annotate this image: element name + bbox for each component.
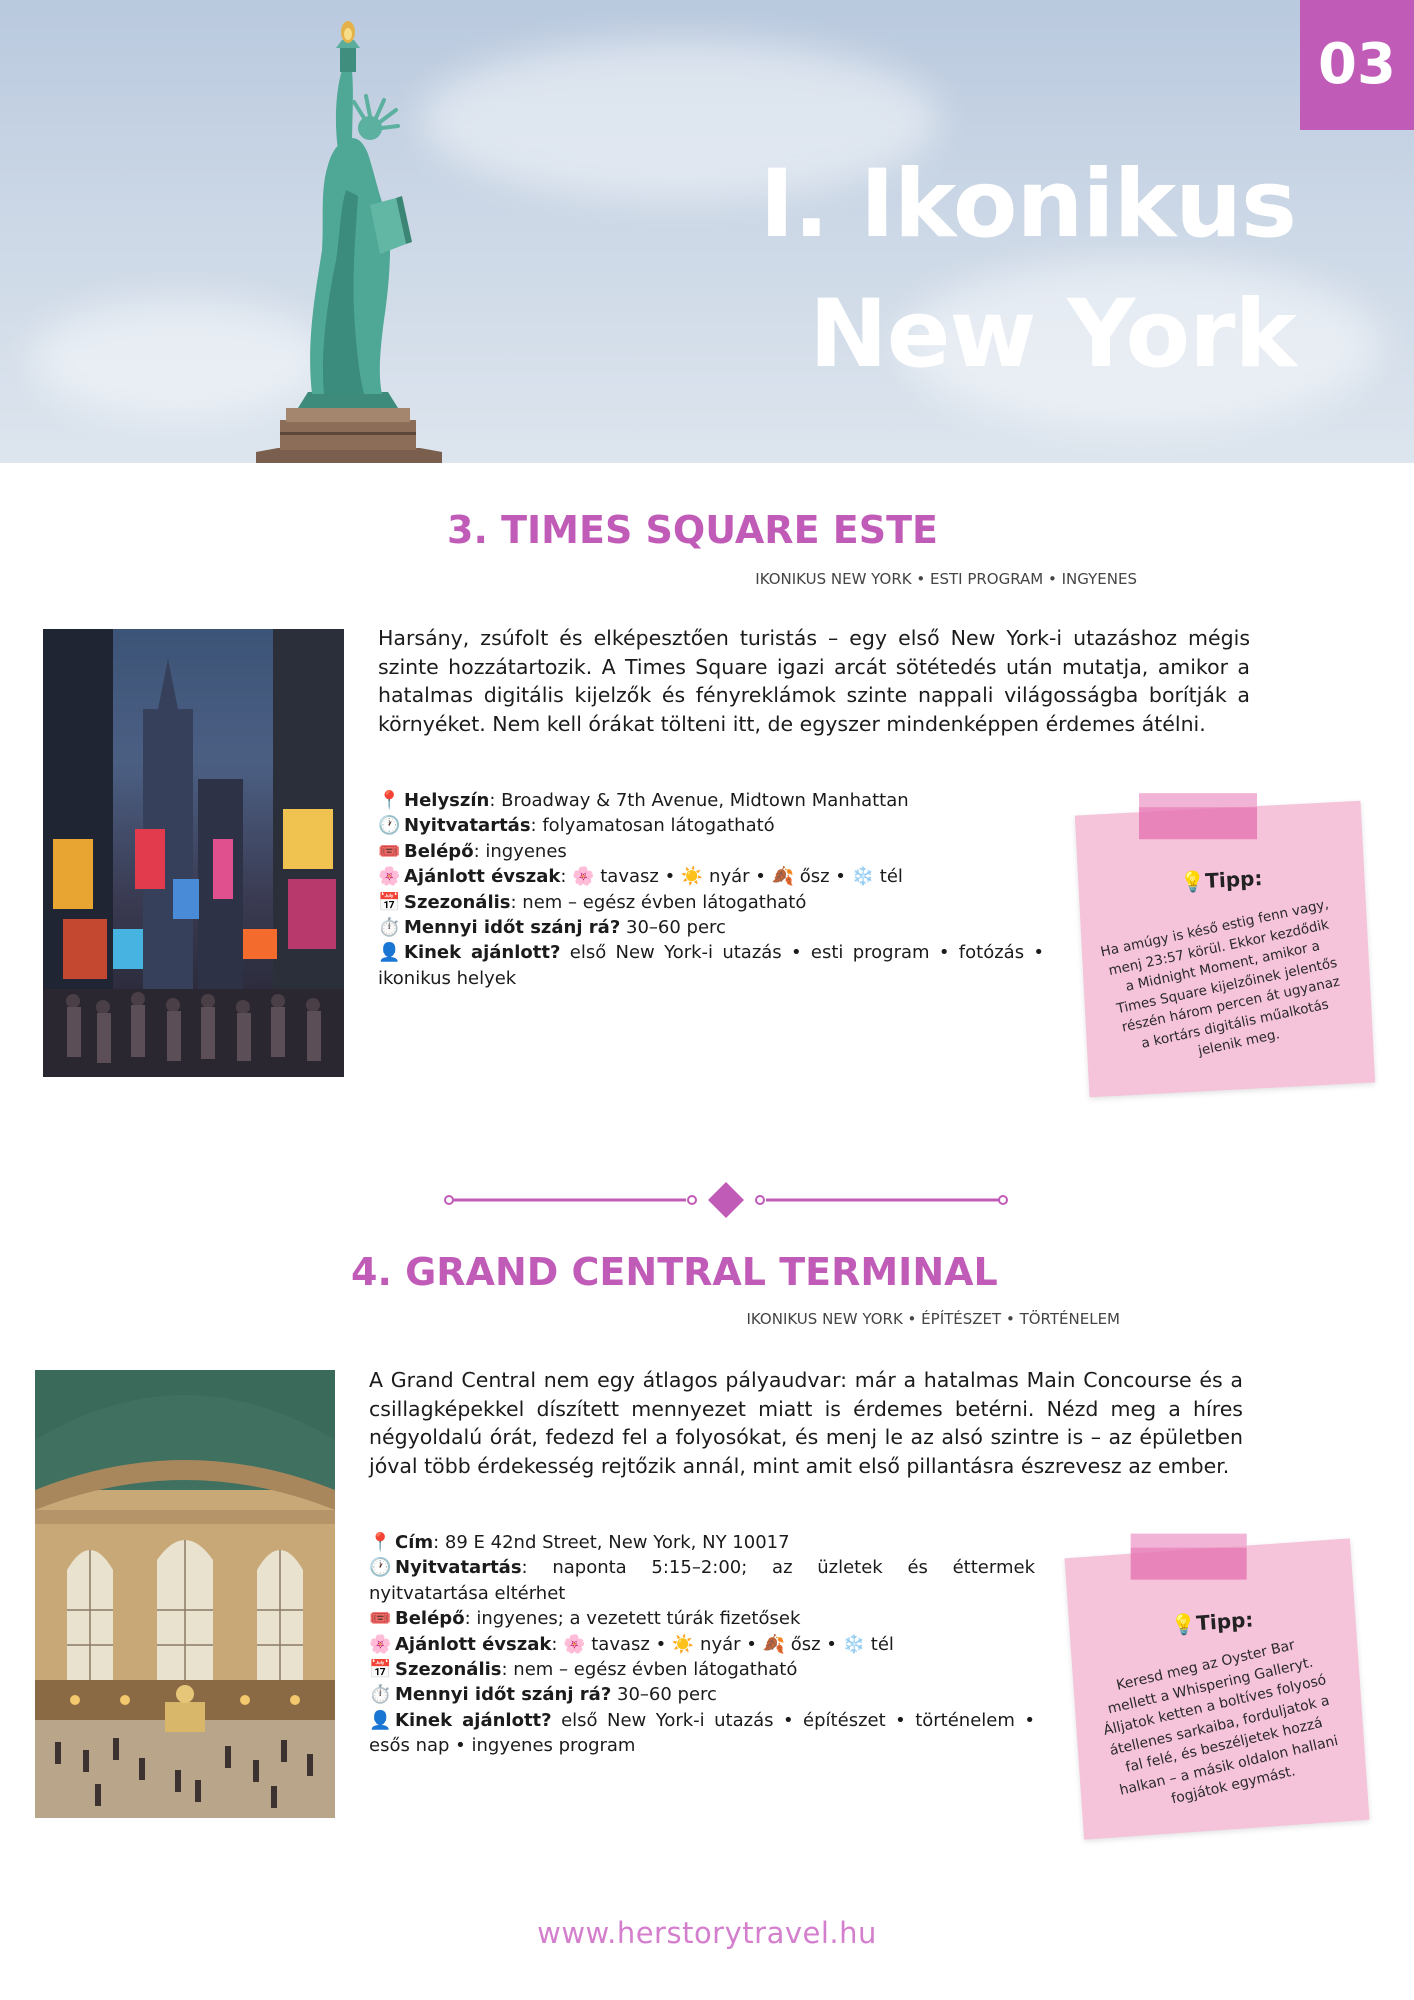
blossom-icon: 🌸 xyxy=(378,866,401,888)
fact-audience: 👤 Kinek ajánlott? első New York-i utazás • esti program • fotózás • ikonikus helyek xyxy=(378,942,1044,989)
pin-icon: 📍 xyxy=(378,790,401,811)
stopwatch-icon: ⏱️ xyxy=(378,917,401,939)
grand-central-facts xyxy=(369,1530,1035,1759)
fact-seasons: 🌸 Ajánlott évszak: 🌸 tavasz • ☀️ nyár • 🍂 ősz • ❄️ tél xyxy=(378,864,1044,889)
hero-banner xyxy=(0,0,1414,463)
times-square-photo-art xyxy=(43,629,344,1077)
page-number-badge: 03 xyxy=(1300,0,1414,130)
grand-central-photo xyxy=(35,1370,335,1818)
fact-seasonal: 📅 Szezonális: nem – egész évben látogatható xyxy=(378,890,1044,915)
section-title-times-square: 3. TIMES SQUARE ESTE xyxy=(447,508,938,552)
calendar-icon: 📅 xyxy=(378,891,401,913)
calendar-icon: 📅 xyxy=(369,1659,392,1681)
fact-duration: ⏱️ Mennyi időt szánj rá? 30–60 perc xyxy=(378,915,1044,940)
stopwatch-icon: ⏱️ xyxy=(369,1684,392,1706)
tip-heading: 💡Tipp: xyxy=(1179,865,1263,895)
tape-decoration xyxy=(1131,1534,1247,1580)
person-icon: 👤 xyxy=(378,942,401,964)
fact-location: 📍 Helyszín: Broadway & 7th Avenue, Midtown Manhattan xyxy=(378,788,1044,813)
tape-decoration xyxy=(1139,793,1257,839)
section-tags-times-square: IKONIKUS NEW YORK • ESTI PROGRAM • INGYENES xyxy=(755,570,1137,588)
fact-audience: 👤 Kinek ajánlott? első New York-i utazás • építészet • történelem • esős nap • ingyenes program xyxy=(369,1709,1035,1757)
fact-entry: 🎟️ Belépő: ingyenes; a vezetett túrák fizetősek xyxy=(369,1606,1035,1631)
tip-heading: 💡Tipp: xyxy=(1170,1607,1255,1637)
fact-seasonal: 📅 Szezonális: nem – egész évben látogatható xyxy=(369,1657,1035,1682)
clock-icon: 🕐 xyxy=(378,815,401,837)
section-title-grand-central: 4. GRAND CENTRAL TERMINAL xyxy=(351,1250,998,1294)
fact-entry: 🎟️ Belépő: ingyenes xyxy=(378,839,1044,864)
times-square-facts xyxy=(378,788,1044,991)
fact-opening-hours: 🕐 Nyitvatartás: naponta 5:15–2:00; az üzletek és éttermek nyitvatartása eltérhet xyxy=(369,1557,1035,1604)
grand-central-intro: A Grand Central nem egy átlagos pályaudvar: már a hatalmas Main Concourse és a csillagképekkel díszített mennyezet miatt is érdemes betérni. Nézd meg a híres négyoldalú órát, fedezd fel a folyosókat, és menj le az alsó szintre is – az épületben jóval több érdekesség rejtőzik annál, mint amit első pillantásra észrevesz az ember. xyxy=(369,1368,1243,1478)
tip-note-times-square xyxy=(1075,801,1375,1098)
person-icon: 👤 xyxy=(369,1709,392,1731)
times-square-intro: Harsány, zsúfolt és elképesztően turistás – egy első New York-i utazáshoz mégis szinte hozzátartozik. A Times Square igazi arcát sötétedés után mutatja, amikor a hatalmas digitális kijelzők és fényreklámok szinte nappali világosságba borítják a környéket. Nem kell órákat tölteni itt, de egyszer mindenképpen érdemes átélni. xyxy=(378,626,1250,736)
tip-text: Keresd meg az Oyster Bar mellett a Whispering Galleryt. Álljatok ketten a boltíves folyosó átellenes sarkaiba, forduljatok a fal felé, és beszéljetek hozzá halkan – a másik oldalon hallani fogjátok egymást. xyxy=(1101,1637,1340,1808)
chapter-title-line1: I. Ikonikus xyxy=(759,150,1296,259)
chapter-title-line2: New York xyxy=(809,280,1296,389)
footer-website[interactable]: www.herstorytravel.hu xyxy=(537,1916,877,1950)
times-square-photo xyxy=(43,629,344,1077)
ticket-icon: 🎟️ xyxy=(378,840,401,862)
fact-seasons: 🌸 Ajánlott évszak: 🌸 tavasz • ☀️ nyár • 🍂 ősz • ❄️ tél xyxy=(369,1632,1035,1657)
pin-icon: 📍 xyxy=(369,1532,392,1553)
clock-icon: 🕐 xyxy=(369,1557,392,1579)
blossom-icon: 🌸 xyxy=(369,1633,392,1655)
fact-address: 📍 Cím: 89 E 42nd Street, New York, NY 10017 xyxy=(369,1530,1035,1555)
tip-note-grand-central xyxy=(1065,1538,1370,1839)
ticket-icon: 🎟️ xyxy=(369,1608,392,1630)
fact-duration: ⏱️ Mennyi időt szánj rá? 30–60 perc xyxy=(369,1682,1035,1707)
section-tags-grand-central: IKONIKUS NEW YORK • ÉPÍTÉSZET • TÖRTÉNELEM xyxy=(746,1310,1120,1328)
fact-opening-hours: 🕐 Nyitvatartás: folyamatosan látogatható xyxy=(378,813,1044,838)
section-divider xyxy=(440,1182,1012,1218)
chapter-title xyxy=(536,140,1296,400)
grand-central-photo-art xyxy=(35,1370,335,1818)
tip-text: Ha amúgy is késő estig fenn vagy, menj 23:57 körül. Ekkor kezdődik a Midnight Moment, amikor a Times Square kijelzőinek jelentős részén három percen át ugyanaz a kortárs digitális műalkotás jelenik meg. xyxy=(1099,896,1342,1060)
